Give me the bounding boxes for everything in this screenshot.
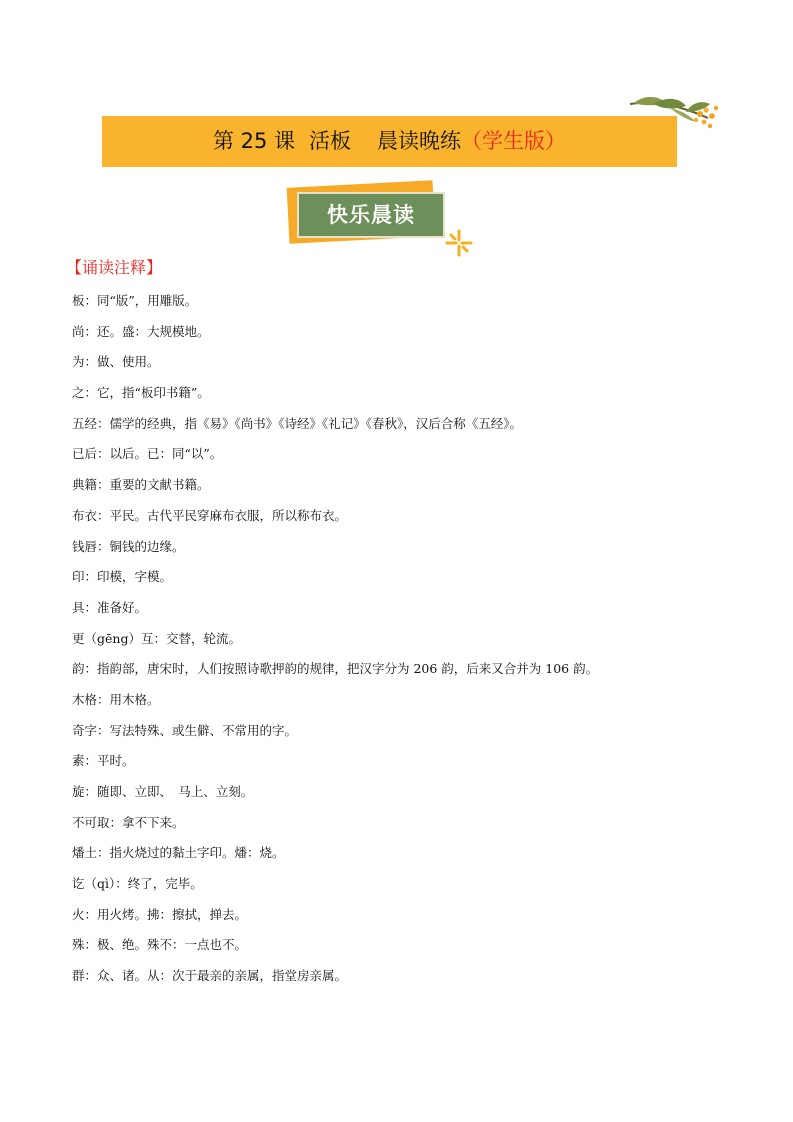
osmanthus-branch-icon bbox=[626, 92, 726, 134]
note-item: 布衣：平民。古代平民穿麻布衣服，所以称布衣。 bbox=[72, 507, 348, 523]
note-item: 素：平时。 bbox=[72, 753, 135, 769]
page-title bbox=[102, 116, 677, 167]
note-item: 火：用火烤。拂：擦拭，掸去。 bbox=[72, 906, 248, 922]
lesson-number: 第 25 课 bbox=[212, 129, 296, 153]
badge bbox=[284, 182, 454, 262]
note-item: 印：印模，字模。 bbox=[72, 569, 173, 585]
lesson-title: 活板 bbox=[309, 129, 352, 153]
note-item: 五经：儒学的经典，指《易》《尚书》《诗经》《礼记》《春秋》，汉后合称《五经》。 bbox=[72, 415, 523, 431]
note-item: 木格：用木格。 bbox=[72, 691, 160, 707]
note-item: 讫（qì）：终了，完毕。 bbox=[72, 876, 203, 892]
note-item: 韵：指韵部，唐宋时，人们按照诗歌押韵的规律，把汉字分为 206 韵，后来又合并为 106 韵。 bbox=[72, 661, 599, 677]
note-item: 之：它，指“板印书籍”。 bbox=[72, 385, 210, 401]
note-item: 群：众、诸。从：次于最亲的亲属，指堂房亲属。 bbox=[72, 968, 348, 984]
title-banner bbox=[102, 116, 677, 167]
badge-label: 快乐晨读 bbox=[327, 203, 415, 227]
edition-label: （学生版） bbox=[461, 129, 567, 153]
note-item: 典籍：重要的文献书籍。 bbox=[72, 477, 210, 493]
note-item: 板：同“版”，用雕版。 bbox=[72, 293, 198, 308]
sparkle-icon bbox=[444, 228, 474, 258]
note-item: 燔土：指火烧过的黏土字印。燔：烧。 bbox=[72, 845, 285, 861]
section-heading: 【诵读注释】 bbox=[66, 258, 163, 277]
note-item: 钱唇：铜钱的边缘。 bbox=[72, 538, 185, 554]
series-name: 晨读晚练 bbox=[377, 129, 462, 153]
notes-list bbox=[72, 291, 598, 997]
note-item: 更（gēng）互：交替，轮流。 bbox=[72, 630, 241, 646]
note-item: 已后：以后。已：同“以”。 bbox=[72, 446, 223, 462]
note-item: 旋：随即、立即、 马上、立刻。 bbox=[72, 784, 254, 799]
note-item: 具：准备好。 bbox=[72, 599, 148, 615]
note-item: 不可取：拿不下来。 bbox=[72, 814, 185, 830]
note-item: 尚：还。盛：大规模地。 bbox=[72, 323, 210, 339]
note-item: 为：做、使用。 bbox=[72, 354, 160, 370]
note-item: 奇字：写法特殊、或生僻、不常用的字。 bbox=[72, 722, 298, 738]
note-item: 殊：极、绝。殊不：一点也不。 bbox=[72, 937, 248, 953]
